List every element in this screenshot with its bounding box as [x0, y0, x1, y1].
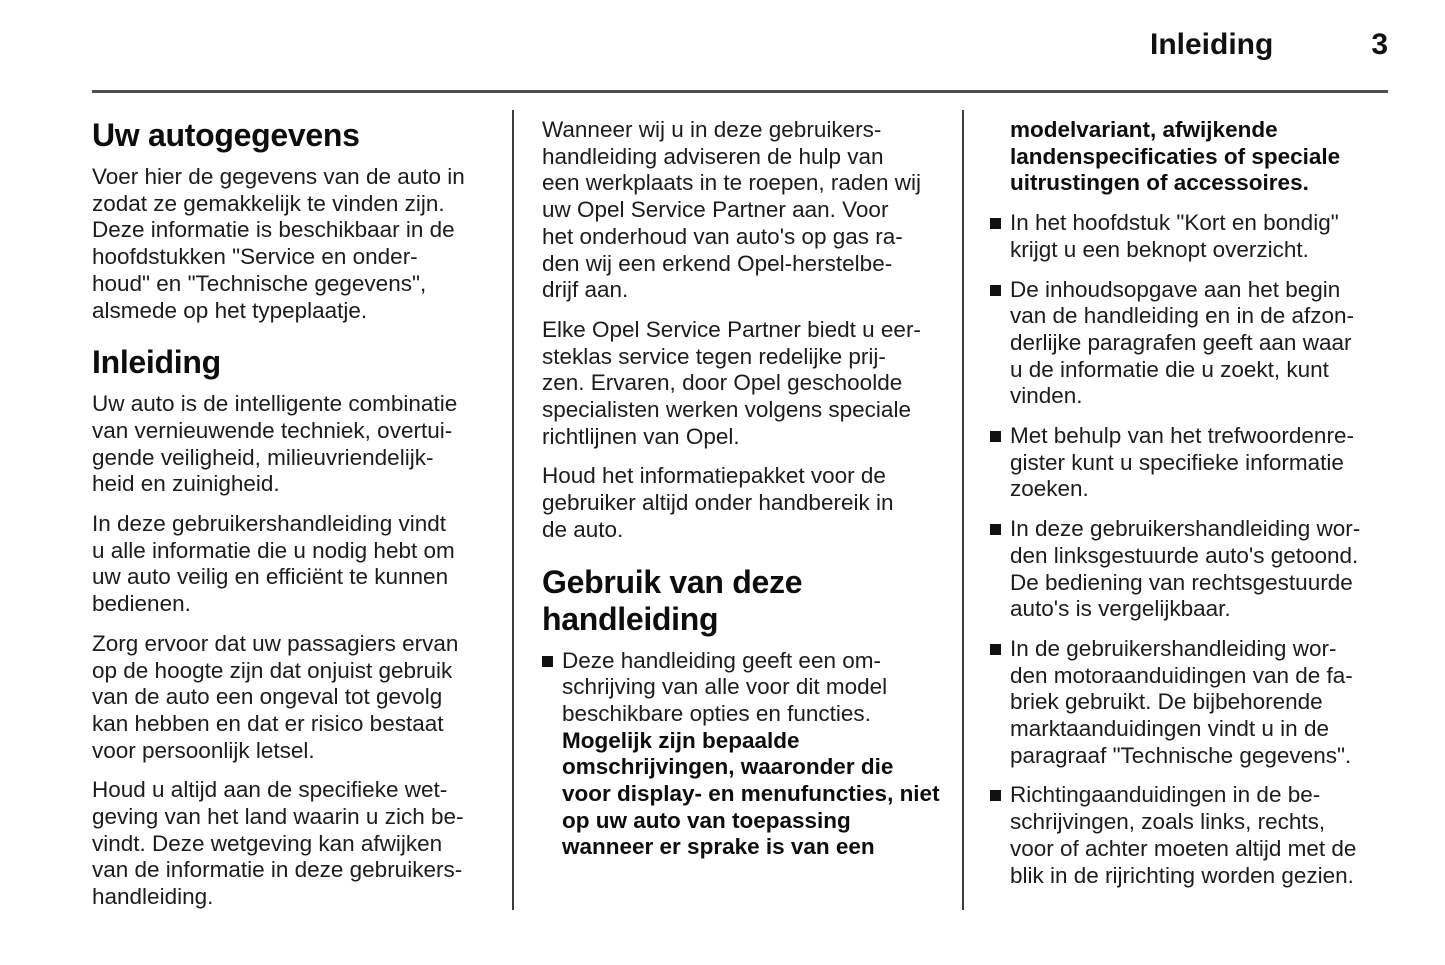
text-line: handleiding.	[92, 884, 214, 910]
column-3	[964, 110, 1390, 924]
bullet-text	[1010, 782, 1356, 889]
bullet-item	[990, 782, 1390, 889]
text-line: bedienen.	[92, 591, 191, 617]
bold-paragraph-continuation	[1010, 117, 1390, 197]
bullet-square-icon	[990, 524, 1001, 535]
text-line: uw auto veilig en efficiënt te kunnen	[92, 564, 449, 590]
text-line: Mogelijk zijn bepaalde	[562, 727, 800, 753]
text-line: alsmede op het typeplaatje.	[92, 297, 368, 323]
page-header	[92, 28, 1388, 62]
bullet-item	[990, 516, 1390, 623]
text-line: op uw auto van toepassing	[562, 807, 851, 833]
text-line: Houd u altijd aan de specifieke wet-	[92, 777, 448, 803]
text-line: drijf aan.	[542, 277, 629, 303]
paragraph	[542, 317, 962, 451]
paragraph	[92, 777, 512, 911]
paragraph	[542, 117, 962, 304]
text-line: den linksgestuurde auto's getoond.	[1010, 542, 1359, 568]
text-line: In deze gebruikershandleiding vindt	[92, 511, 446, 537]
text-line: gebruiker altijd onder handbereik in	[542, 490, 894, 516]
paragraph	[92, 631, 512, 765]
page-content	[92, 110, 1390, 924]
text-line: Uw autogegevens	[92, 117, 360, 153]
text-line: geving van het land waarin u zich be-	[92, 804, 464, 830]
text-line: Met behulp van het trefwoordenre-	[1010, 423, 1354, 449]
text-line: De inhoudsopgave aan het begin	[1010, 276, 1341, 302]
text-line: modelvariant, afwijkende	[1010, 117, 1278, 142]
text-line: Wanneer wij u in deze gebruikers-	[542, 117, 882, 142]
bullet-square-icon	[990, 431, 1001, 442]
text-line: schrijvingen, zoals links, rechts,	[1010, 809, 1326, 835]
text-line: Elke Opel Service Partner biedt u eer-	[542, 316, 921, 342]
bullet-square-icon	[542, 656, 553, 667]
text-line: derlijke paragrafen geeft aan waar	[1010, 329, 1352, 355]
text-line: hoofdstukken "Service en onder-	[92, 244, 418, 270]
bold-text-run	[562, 728, 940, 862]
text-line: De bediening van rechtsgestuurde	[1010, 569, 1353, 595]
text-line: zen. Ervaren, door Opel geschoolde	[542, 370, 903, 396]
bullet-item	[990, 210, 1390, 263]
text-line: van vernieuwende techniek, overtui-	[92, 417, 453, 443]
paragraph	[542, 463, 962, 543]
text-line: kan hebben en dat er risico bestaat	[92, 710, 444, 736]
text-line: landenspecificaties of speciale	[1010, 143, 1341, 169]
bullet-item	[990, 423, 1390, 503]
paragraph	[92, 164, 512, 324]
bullet-text	[1010, 423, 1354, 503]
column-1	[92, 110, 512, 924]
text-line: een werkplaats in te roepen, raden wij	[542, 170, 921, 196]
text-line: Voer hier de gegevens van de auto in	[92, 164, 465, 189]
text-line: wanneer er sprake is van een	[562, 834, 875, 860]
text-line: voor display- en menufuncties, niet	[562, 781, 940, 807]
text-line: blik in de rijrichting worden gezien.	[1010, 862, 1354, 888]
text-line: vindt. Deze wetgeving kan afwijken	[92, 830, 443, 856]
paragraph	[92, 391, 512, 498]
text-line: Houd het informatiepakket voor de	[542, 463, 886, 489]
text-line: In deze gebruikershandleiding wor-	[1010, 516, 1361, 542]
text-line: Zorg ervoor dat uw passagiers ervan	[92, 630, 459, 656]
text-line: Deze handleiding geeft een om-	[562, 647, 881, 673]
text-line: handleiding adviseren de hulp van	[542, 143, 884, 169]
text-line: houd" en "Technische gegevens",	[92, 270, 427, 296]
text-line: van de auto een ongeval tot gevolg	[92, 684, 443, 710]
bullet-item	[990, 277, 1390, 411]
text-line: Inleiding	[92, 344, 221, 381]
text-line: schrijving van alle voor dit model	[562, 674, 888, 700]
text-line: voor persoonlijk letsel.	[92, 737, 315, 763]
text-line: richtlijnen van Opel.	[542, 423, 740, 449]
section-heading	[92, 344, 512, 381]
text-line: zodat ze gemakkelijk te vinden zijn.	[92, 190, 445, 216]
header-rule	[92, 90, 1388, 93]
text-line: beschikbare opties en functies.	[562, 700, 871, 726]
text-line: auto's is vergelijkbaar.	[1010, 596, 1231, 622]
text-line: den motoraanduidingen van de fa-	[1010, 662, 1353, 688]
text-line: gende veiligheid, milieuvriendelijk-	[92, 444, 434, 470]
bullet-square-icon	[990, 285, 1001, 296]
bullet-item	[990, 636, 1390, 770]
text-line: briek gebruikt. De bijbehorende	[1010, 689, 1323, 715]
text-line: van de informatie in deze gebruikers-	[92, 857, 463, 883]
text-line: van de handleiding en in de afzon-	[1010, 303, 1355, 329]
bullet-text	[1010, 210, 1339, 263]
text-line: Uw auto is de intelligente combinatie	[92, 391, 458, 417]
text-run	[1010, 423, 1354, 503]
text-run	[1010, 210, 1339, 263]
text-line: uw Opel Service Partner aan. Voor	[542, 197, 889, 223]
text-run	[1010, 277, 1354, 411]
text-line: op de hoogte zijn dat onjuist gebruik	[92, 657, 453, 683]
text-line: omschrijvingen, waaronder die	[562, 754, 894, 780]
bullet-square-icon	[990, 644, 1001, 655]
text-line: voor of achter moeten altijd met de	[1010, 835, 1357, 861]
text-line: specialisten werken volgens speciale	[542, 397, 911, 423]
paragraph	[92, 511, 512, 618]
section-heading	[542, 564, 962, 638]
text-run	[1010, 516, 1360, 623]
text-line: u alle informatie die u nodig hebt om	[92, 537, 455, 563]
bullet-square-icon	[990, 218, 1001, 229]
page-number: 3	[1371, 28, 1388, 61]
text-line: handleiding	[542, 600, 719, 637]
text-line: Deze informatie is beschikbaar in de	[92, 217, 455, 243]
column-2	[514, 110, 962, 924]
bullet-square-icon	[990, 790, 1001, 801]
text-line: In het hoofdstuk "Kort en bondig"	[1010, 210, 1339, 236]
text-line: den wij een erkend Opel-herstelbe-	[542, 250, 893, 276]
text-line: In de gebruikershandleiding wor-	[1010, 635, 1337, 661]
text-line: steklas service tegen redelijke prij-	[542, 343, 886, 369]
text-line: u de informatie die u zoekt, kunt	[1010, 356, 1329, 382]
bullet-text	[562, 648, 940, 862]
section-heading	[92, 117, 512, 154]
text-line: zoeken.	[1010, 476, 1089, 502]
text-line: paragraaf "Technische gegevens".	[1010, 742, 1352, 768]
text-line: het onderhoud van auto's op gas ra-	[542, 223, 903, 249]
text-run	[562, 648, 940, 728]
text-line: Richtingaanduidingen in de be-	[1010, 782, 1321, 808]
text-line: heid en zuinigheid.	[92, 471, 280, 497]
text-line: uitrustingen of accessoires.	[1010, 170, 1309, 196]
text-line: marktaanduidingen vindt u in de	[1010, 716, 1329, 742]
text-run	[1010, 636, 1353, 770]
text-line: Gebruik van deze	[542, 563, 803, 600]
bullet-text	[1010, 516, 1360, 623]
bullet-text	[1010, 636, 1353, 770]
bullet-text	[1010, 277, 1354, 411]
text-line: gister kunt u specifieke informatie	[1010, 449, 1344, 475]
text-line: de auto.	[542, 516, 624, 542]
text-run	[1010, 782, 1356, 889]
page-title: Inleiding	[1149, 28, 1274, 61]
text-line: vinden.	[1010, 383, 1083, 409]
bullet-item	[542, 648, 962, 862]
text-line: krijgt u een beknopt overzicht.	[1010, 236, 1309, 262]
